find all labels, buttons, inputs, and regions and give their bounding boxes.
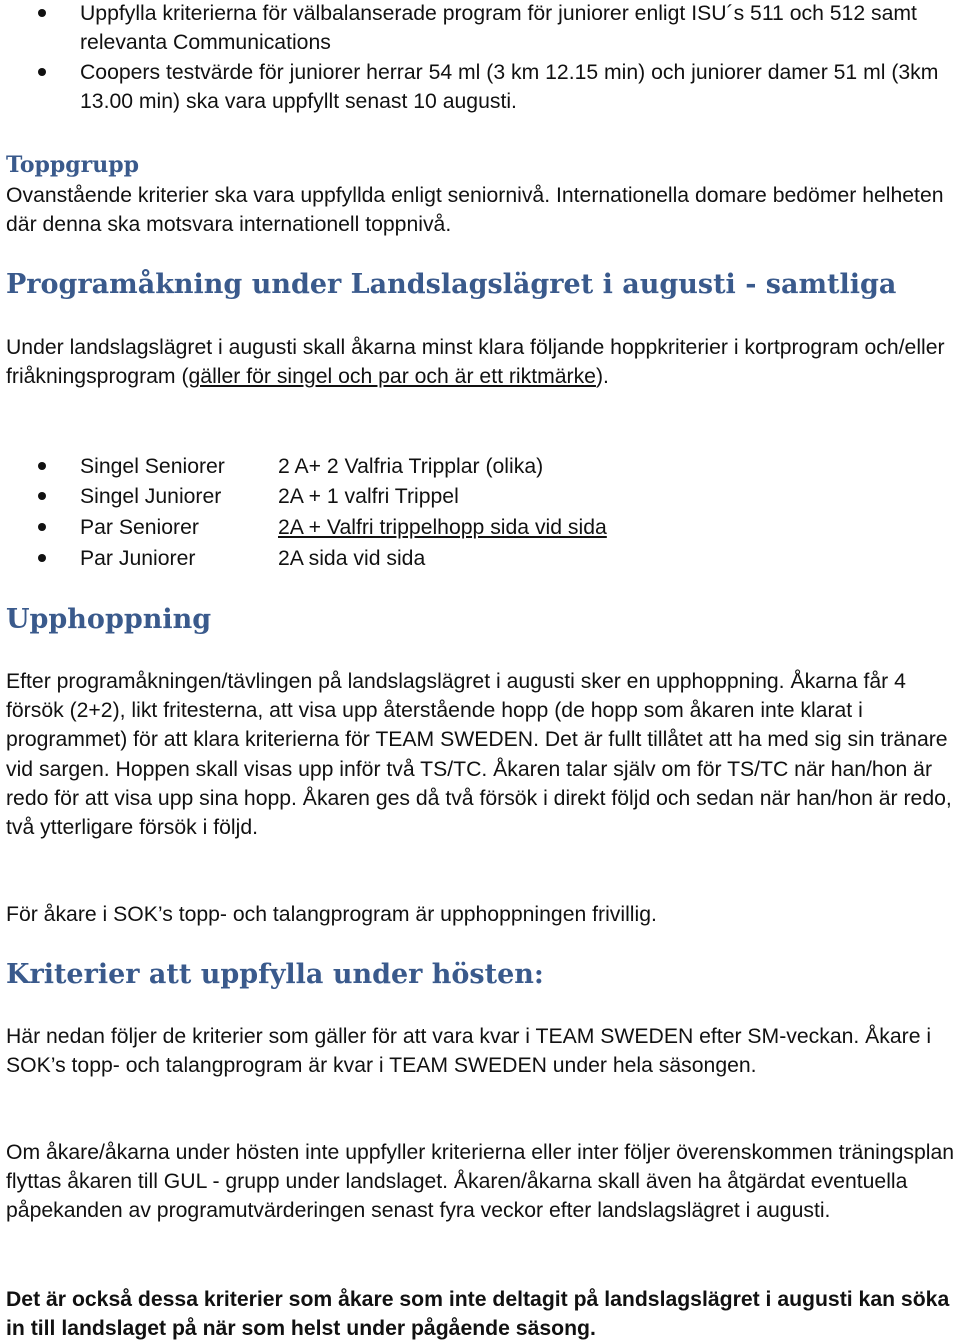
top-bullet-2: Coopers testvärde för juniorer herrar 54 ml (3 km 12.15 min) och juniorer damer 51 ml (3km 13.00 min) ska vara uppfyllt senast 10 augusti. — [80, 61, 939, 114]
programakning-heading: Programåkning under Landslagslägret i augusti - samtliga — [6, 269, 897, 300]
programakning-intro-underlined: gäller för singel och par och är ett riktmärke — [188, 365, 596, 389]
criteria-requirement: 2 A+ 2 Valfria Tripplar (olika) — [278, 455, 544, 478]
upphoppning-heading: Upphoppning — [6, 604, 212, 635]
programakning-intro-suffix: ). — [595, 365, 609, 389]
bullet-icon — [38, 68, 46, 76]
criteria-category: Par Juniorer — [80, 547, 196, 570]
hosten-body-2: Om åkare/åkarna under hösten inte uppfyller kriterierna eller inter följer överenskommen träningsplan flyttas åkaren till GUL - grupp under landslaget. Åkaren/åkarna skall även ha åtgärdat eventuella påpekanden av programutvärderingen senast fyra veckor efter landslagslägret i augusti. — [6, 1141, 955, 1223]
bullet-icon — [38, 9, 46, 17]
toppgrupp-heading: Toppgrupp — [6, 152, 140, 178]
programakning-intro-prefix: Under landslagslägret i augusti skall åkarna minst klara följande hoppkriterier i kortprogram och/eller friåkningsprogram ( — [6, 336, 945, 389]
criteria-requirement: 2A sida vid sida — [278, 547, 426, 570]
upphoppning-body: Efter programåkningen/tävlingen på landslagslägret i augusti sker en upphoppning. Åkarna får 4 försök (2+2), likt fritesterna, att visa upp återstående hopp (de hopp som åkaren inte klarat i programmet) för att klara kriterierna för TEAM SWEDEN. Det är fullt tillåtet att ha med sig sin tränare vid sargen. Hoppen skall visas upp inför två TS/TC. Åkaren talar själv om för TS/TC när han/hon är redo för att visa upp sina hopp. Åkaren ges då två försök i direkt följd och sedan när han/hon är redo, två ytterligare försök i följd. — [6, 670, 952, 840]
criteria-category: Singel Juniorer — [80, 485, 222, 508]
bullet-icon — [38, 462, 46, 470]
criteria-requirement: 2A + 1 valfri Trippel — [278, 485, 459, 508]
criteria-category: Singel Seniorer — [80, 455, 225, 478]
criteria-category: Par Seniorer — [80, 516, 199, 539]
hosten-heading: Kriterier att uppfylla under hösten: — [6, 959, 544, 990]
bullet-icon — [38, 492, 46, 500]
hosten-body-1: Här nedan följer de kriterier som gäller för att vara kvar i TEAM SWEDEN efter SM-veckan. Åkare i SOK’s topp- och talangprogram är kvar i TEAM SWEDEN under hela säsongen. — [6, 1025, 932, 1078]
bullet-icon — [38, 554, 46, 562]
bullet-icon — [38, 523, 46, 531]
top-bullet-1: Uppfylla kriterierna för välbalanserade program för juniorer enligt ISU´s 511 och 512 samt relevanta Communications — [80, 2, 917, 55]
hosten-bold-note: Det är också dessa kriterier som åkare som inte deltagit på landslagslägret i augusti kan söka in till landslaget på när som helst under pågående säsong. — [6, 1288, 950, 1341]
upphoppning-note: För åkare i SOK’s topp- och talangprogram är upphoppningen frivillig. — [6, 903, 657, 926]
criteria-requirement: 2A + Valfri trippelhopp sida vid sida — [278, 516, 607, 539]
toppgrupp-body: Ovanstående kriterier ska vara uppfyllda enligt seniornivå. Internationella domare bedömer helheten där denna ska motsvara internationell toppnivå. — [6, 184, 944, 237]
programakning-intro — [6, 333, 958, 391]
